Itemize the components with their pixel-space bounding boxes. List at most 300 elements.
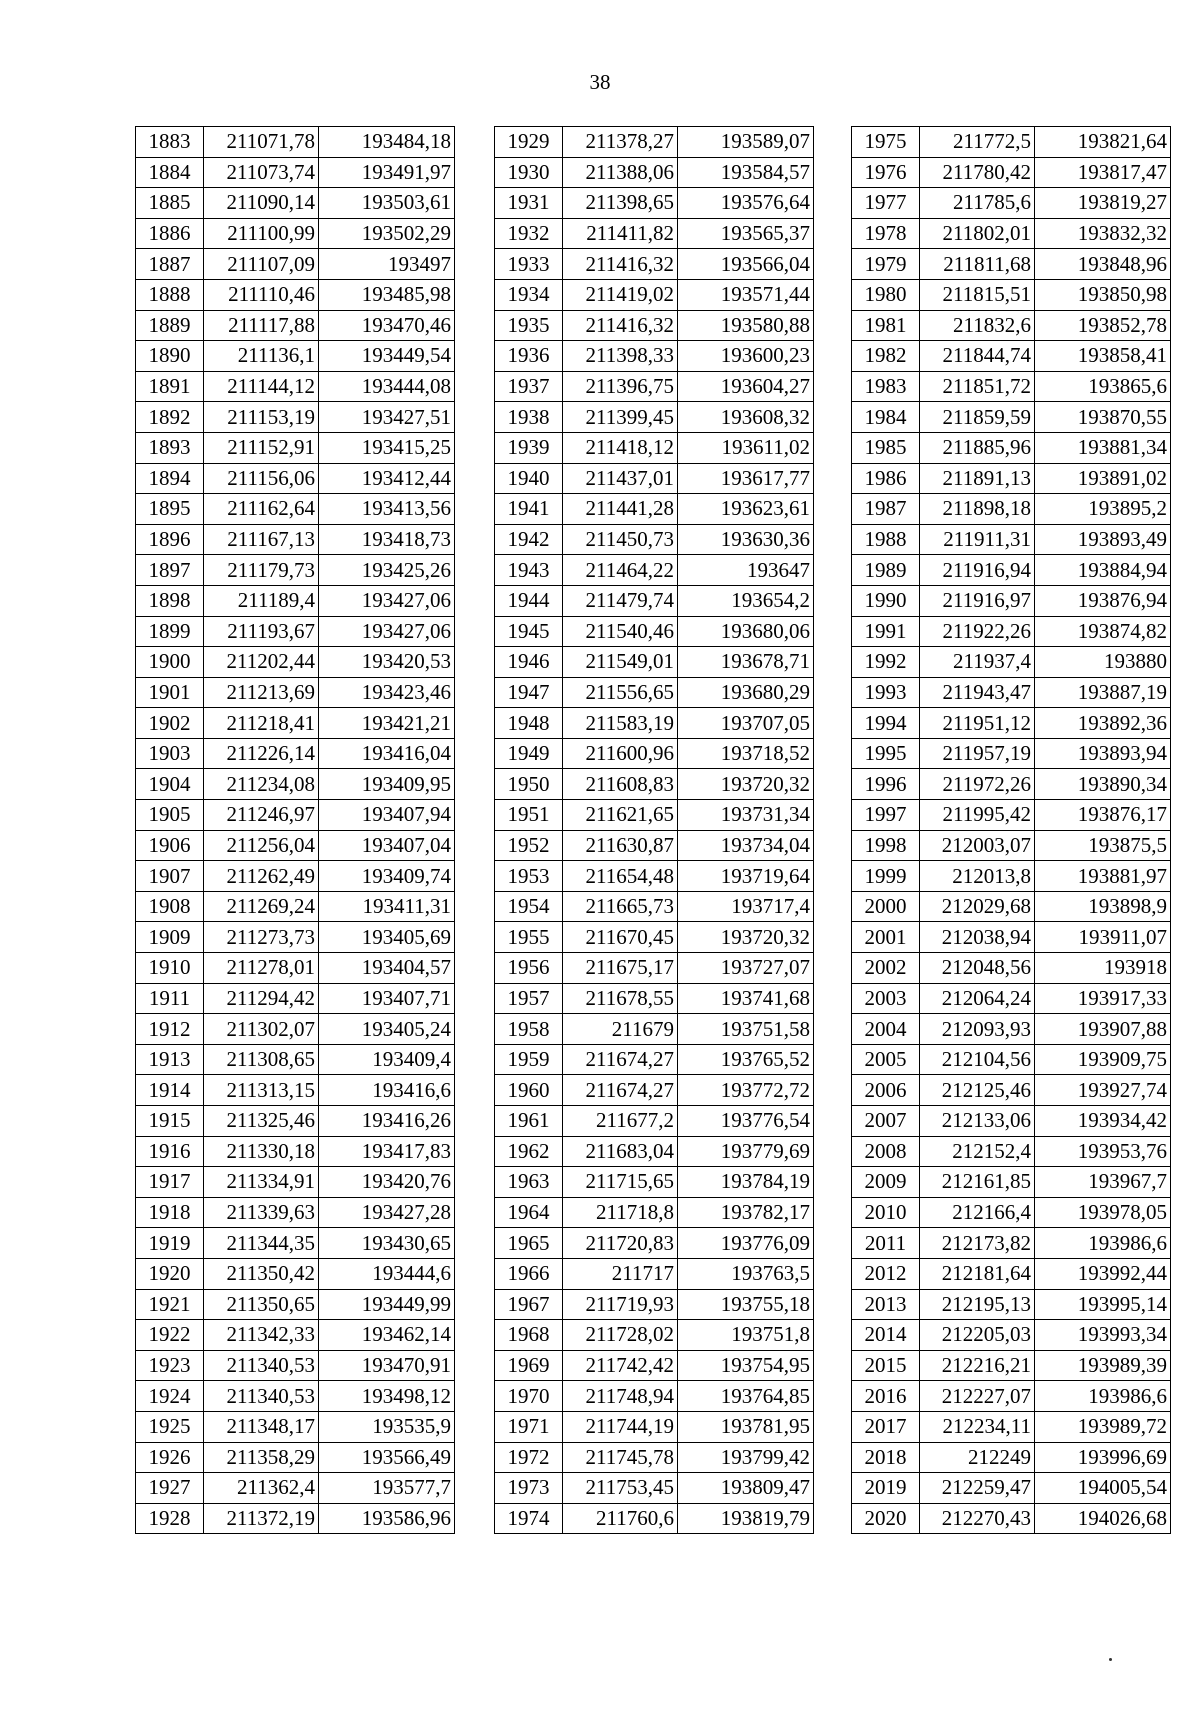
point-number: 1887 [136,249,204,280]
point-number: 1977 [852,188,920,219]
y-coordinate: 193566,04 [678,249,814,280]
table-row [136,524,455,555]
table-row [495,188,814,219]
table-row [136,127,455,158]
x-coordinate: 211678,55 [563,983,678,1014]
table-row [852,1381,1171,1412]
point-number: 1937 [495,371,563,402]
point-number: 1952 [495,830,563,861]
x-coordinate: 211350,65 [204,1289,319,1320]
point-number: 1953 [495,861,563,892]
x-coordinate: 211162,64 [204,494,319,525]
point-number: 2005 [852,1044,920,1075]
table-row [136,1320,455,1351]
y-coordinate: 193423,46 [319,677,455,708]
point-number: 1963 [495,1167,563,1198]
x-coordinate: 211540,46 [563,616,678,647]
x-coordinate: 211213,69 [204,677,319,708]
x-coordinate: 212029,68 [920,891,1035,922]
point-number: 2016 [852,1381,920,1412]
point-number: 1904 [136,769,204,800]
y-coordinate: 193819,79 [678,1503,814,1534]
x-coordinate: 211742,42 [563,1350,678,1381]
x-coordinate: 211583,19 [563,708,678,739]
point-number: 1950 [495,769,563,800]
point-number: 1890 [136,341,204,372]
point-number: 1957 [495,983,563,1014]
point-number: 1936 [495,341,563,372]
x-coordinate: 211416,32 [563,249,678,280]
table-row [852,402,1171,433]
table-row [852,708,1171,739]
x-coordinate: 211246,97 [204,800,319,831]
table-row [852,647,1171,678]
x-coordinate: 211334,91 [204,1167,319,1198]
point-number: 1993 [852,677,920,708]
point-number: 2001 [852,922,920,953]
x-coordinate: 211922,26 [920,616,1035,647]
x-coordinate: 211340,53 [204,1381,319,1412]
y-coordinate: 193407,71 [319,983,455,1014]
y-coordinate: 193630,36 [678,524,814,555]
y-coordinate: 193503,61 [319,188,455,219]
y-coordinate: 193617,77 [678,463,814,494]
x-coordinate: 211815,51 [920,279,1035,310]
y-coordinate: 193420,76 [319,1167,455,1198]
point-number: 1978 [852,218,920,249]
table-row [852,1473,1171,1504]
x-coordinate: 212195,13 [920,1289,1035,1320]
y-coordinate: 193412,44 [319,463,455,494]
x-coordinate: 211780,42 [920,157,1035,188]
x-coordinate: 211256,04 [204,830,319,861]
table-row [852,1167,1171,1198]
x-coordinate: 211744,19 [563,1411,678,1442]
point-number: 1972 [495,1442,563,1473]
table-row [852,1442,1171,1473]
y-coordinate: 194005,54 [1035,1473,1171,1504]
y-coordinate: 193444,6 [319,1258,455,1289]
x-coordinate: 211437,01 [563,463,678,494]
point-number: 1980 [852,279,920,310]
y-coordinate: 193430,65 [319,1228,455,1259]
y-coordinate: 193566,49 [319,1442,455,1473]
y-coordinate: 193586,96 [319,1503,455,1534]
x-coordinate: 211156,06 [204,463,319,494]
point-number: 1888 [136,279,204,310]
y-coordinate: 193772,72 [678,1075,814,1106]
point-number: 2004 [852,1014,920,1045]
y-coordinate: 193751,58 [678,1014,814,1045]
point-number: 1907 [136,861,204,892]
point-number: 1995 [852,738,920,769]
point-number: 1902 [136,708,204,739]
y-coordinate: 193887,19 [1035,677,1171,708]
x-coordinate: 211378,27 [563,127,678,158]
y-coordinate: 193427,06 [319,585,455,616]
y-coordinate: 193418,73 [319,524,455,555]
x-coordinate: 211717 [563,1258,678,1289]
table-row [852,463,1171,494]
table-row [852,983,1171,1014]
x-coordinate: 211621,65 [563,800,678,831]
point-number: 2019 [852,1473,920,1504]
y-coordinate: 193876,94 [1035,585,1171,616]
point-number: 1996 [852,769,920,800]
y-coordinate: 193404,57 [319,953,455,984]
x-coordinate: 212064,24 [920,983,1035,1014]
y-coordinate: 193580,88 [678,310,814,341]
coordinates-table-1 [135,126,455,1534]
y-coordinate: 193484,18 [319,127,455,158]
x-coordinate: 212133,06 [920,1106,1035,1137]
y-coordinate: 193407,04 [319,830,455,861]
table-row [136,157,455,188]
table-row [852,371,1171,402]
x-coordinate: 211278,01 [204,953,319,984]
y-coordinate: 193884,94 [1035,555,1171,586]
table-row [852,341,1171,372]
coordinates-table-3 [851,126,1171,1534]
table-row [495,1167,814,1198]
point-number: 1969 [495,1350,563,1381]
point-number: 1889 [136,310,204,341]
y-coordinate: 193891,02 [1035,463,1171,494]
point-number: 1932 [495,218,563,249]
x-coordinate: 212013,8 [920,861,1035,892]
x-coordinate: 211330,18 [204,1136,319,1167]
y-coordinate: 193809,47 [678,1473,814,1504]
table-row [495,1197,814,1228]
x-coordinate: 211325,46 [204,1106,319,1137]
x-coordinate: 211728,02 [563,1320,678,1351]
table-row [136,1197,455,1228]
table-row [852,555,1171,586]
x-coordinate: 211844,74 [920,341,1035,372]
y-coordinate: 193996,69 [1035,1442,1171,1473]
x-coordinate: 212048,56 [920,953,1035,984]
x-coordinate: 212093,93 [920,1014,1035,1045]
x-coordinate: 211720,83 [563,1228,678,1259]
point-number: 1948 [495,708,563,739]
y-coordinate: 193892,36 [1035,708,1171,739]
x-coordinate: 211340,53 [204,1350,319,1381]
y-coordinate: 193407,94 [319,800,455,831]
point-number: 1989 [852,555,920,586]
table-row [495,371,814,402]
point-number: 1973 [495,1473,563,1504]
x-coordinate: 211144,12 [204,371,319,402]
y-coordinate: 193986,6 [1035,1228,1171,1259]
table-row [136,341,455,372]
point-number: 2000 [852,891,920,922]
y-coordinate: 193719,64 [678,861,814,892]
x-coordinate: 211785,6 [920,188,1035,219]
y-coordinate: 193870,55 [1035,402,1171,433]
table-row [495,677,814,708]
y-coordinate: 193720,32 [678,769,814,800]
point-number: 1935 [495,310,563,341]
point-number: 1916 [136,1136,204,1167]
y-coordinate: 193589,07 [678,127,814,158]
point-number: 2012 [852,1258,920,1289]
x-coordinate: 211193,67 [204,616,319,647]
x-coordinate: 211916,94 [920,555,1035,586]
point-number: 1924 [136,1381,204,1412]
point-number: 1997 [852,800,920,831]
table-row [136,800,455,831]
y-coordinate: 193890,34 [1035,769,1171,800]
point-number: 1983 [852,371,920,402]
table-row [852,677,1171,708]
table-row [852,1289,1171,1320]
x-coordinate: 211957,19 [920,738,1035,769]
table-row [136,738,455,769]
point-number: 1912 [136,1014,204,1045]
y-coordinate: 193865,6 [1035,371,1171,402]
y-coordinate: 193741,68 [678,983,814,1014]
point-number: 1917 [136,1167,204,1198]
y-coordinate: 193425,26 [319,555,455,586]
y-coordinate: 193755,18 [678,1289,814,1320]
x-coordinate: 211418,12 [563,432,678,463]
point-number: 1941 [495,494,563,525]
point-number: 1930 [495,157,563,188]
y-coordinate: 193731,34 [678,800,814,831]
table-row [136,1014,455,1045]
y-coordinate: 193967,7 [1035,1167,1171,1198]
table-row [136,1106,455,1137]
y-coordinate: 194026,68 [1035,1503,1171,1534]
table-row [852,953,1171,984]
point-number: 1940 [495,463,563,494]
x-coordinate: 211670,45 [563,922,678,953]
table-row [136,1442,455,1473]
table-row [136,922,455,953]
point-number: 1965 [495,1228,563,1259]
x-coordinate: 211911,31 [920,524,1035,555]
point-number: 1959 [495,1044,563,1075]
table-row [495,861,814,892]
table-row [495,1411,814,1442]
table-row [136,494,455,525]
y-coordinate: 193727,07 [678,953,814,984]
table-row [136,310,455,341]
y-coordinate: 193470,91 [319,1350,455,1381]
x-coordinate: 211419,02 [563,279,678,310]
x-coordinate: 211811,68 [920,249,1035,280]
point-number: 2002 [852,953,920,984]
y-coordinate: 193498,12 [319,1381,455,1412]
point-number: 1999 [852,861,920,892]
point-number: 1899 [136,616,204,647]
point-number: 1931 [495,188,563,219]
point-number: 1923 [136,1350,204,1381]
point-number: 2018 [852,1442,920,1473]
y-coordinate: 193986,6 [1035,1381,1171,1412]
y-coordinate: 193881,97 [1035,861,1171,892]
y-coordinate: 193992,44 [1035,1258,1171,1289]
x-coordinate: 212125,46 [920,1075,1035,1106]
table-row [136,432,455,463]
y-coordinate: 193934,42 [1035,1106,1171,1137]
x-coordinate: 211772,5 [920,127,1035,158]
point-number: 1913 [136,1044,204,1075]
x-coordinate: 211951,12 [920,708,1035,739]
table-row [495,922,814,953]
y-coordinate: 193819,27 [1035,188,1171,219]
y-coordinate: 193799,42 [678,1442,814,1473]
x-coordinate: 212003,07 [920,830,1035,861]
point-number: 1905 [136,800,204,831]
y-coordinate: 193821,64 [1035,127,1171,158]
y-coordinate: 193411,31 [319,891,455,922]
x-coordinate: 211269,24 [204,891,319,922]
table-row [852,524,1171,555]
x-coordinate: 211943,47 [920,677,1035,708]
point-number: 1926 [136,1442,204,1473]
x-coordinate: 211748,94 [563,1381,678,1412]
point-number: 1968 [495,1320,563,1351]
table-row [852,585,1171,616]
point-number: 2014 [852,1320,920,1351]
point-number: 1967 [495,1289,563,1320]
x-coordinate: 211677,2 [563,1106,678,1137]
point-number: 1962 [495,1136,563,1167]
x-coordinate: 211416,32 [563,310,678,341]
table-row [852,891,1171,922]
point-number: 1897 [136,555,204,586]
x-coordinate: 211234,08 [204,769,319,800]
point-number: 1908 [136,891,204,922]
table-row [852,1197,1171,1228]
point-number: 2008 [852,1136,920,1167]
x-coordinate: 211654,48 [563,861,678,892]
y-coordinate: 193718,52 [678,738,814,769]
table-row [495,1503,814,1534]
y-coordinate: 193917,33 [1035,983,1171,1014]
table-row [495,1228,814,1259]
table-row [852,1014,1171,1045]
table-row [495,1106,814,1137]
x-coordinate: 211753,45 [563,1473,678,1504]
point-number: 1893 [136,432,204,463]
y-coordinate: 193409,95 [319,769,455,800]
y-coordinate: 193881,34 [1035,432,1171,463]
y-coordinate: 193584,57 [678,157,814,188]
x-coordinate: 211802,01 [920,218,1035,249]
point-number: 1922 [136,1320,204,1351]
y-coordinate: 193405,69 [319,922,455,953]
point-number: 1956 [495,953,563,984]
table-row [495,1044,814,1075]
table-row [852,1075,1171,1106]
y-coordinate: 193421,21 [319,708,455,739]
point-number: 1927 [136,1473,204,1504]
y-coordinate: 193784,19 [678,1167,814,1198]
point-number: 1929 [495,127,563,158]
y-coordinate: 193776,09 [678,1228,814,1259]
x-coordinate: 211348,17 [204,1411,319,1442]
point-number: 1976 [852,157,920,188]
point-number: 1914 [136,1075,204,1106]
point-number: 1991 [852,616,920,647]
table-row [495,524,814,555]
y-coordinate: 193850,98 [1035,279,1171,310]
y-coordinate: 193880 [1035,647,1171,678]
x-coordinate: 211350,42 [204,1258,319,1289]
x-coordinate: 211202,44 [204,647,319,678]
y-coordinate: 193409,74 [319,861,455,892]
point-number: 1910 [136,953,204,984]
point-number: 2003 [852,983,920,1014]
y-coordinate: 193895,2 [1035,494,1171,525]
y-coordinate: 193427,51 [319,402,455,433]
x-coordinate: 211916,97 [920,585,1035,616]
x-coordinate: 211308,65 [204,1044,319,1075]
point-number: 1979 [852,249,920,280]
point-number: 1901 [136,677,204,708]
point-number: 1986 [852,463,920,494]
y-coordinate: 193989,72 [1035,1411,1171,1442]
table-row [852,830,1171,861]
table-row [136,983,455,1014]
x-coordinate: 211411,82 [563,218,678,249]
y-coordinate: 193707,05 [678,708,814,739]
x-coordinate: 211398,33 [563,341,678,372]
y-coordinate: 193717,4 [678,891,814,922]
x-coordinate: 211117,88 [204,310,319,341]
x-coordinate: 211675,17 [563,953,678,984]
point-number: 1898 [136,585,204,616]
x-coordinate: 211358,29 [204,1442,319,1473]
y-coordinate: 193832,32 [1035,218,1171,249]
x-coordinate: 211372,19 [204,1503,319,1534]
table-row [136,402,455,433]
x-coordinate: 212104,56 [920,1044,1035,1075]
table-row [495,1320,814,1351]
table-row [495,891,814,922]
x-coordinate: 211399,45 [563,402,678,433]
point-number: 1961 [495,1106,563,1137]
y-coordinate: 193416,04 [319,738,455,769]
y-coordinate: 193907,88 [1035,1014,1171,1045]
table-row [852,1228,1171,1259]
point-number: 1885 [136,188,204,219]
table-row [136,830,455,861]
scan-speck [1109,1658,1112,1661]
y-coordinate: 193918 [1035,953,1171,984]
table-row [852,861,1171,892]
point-number: 1975 [852,127,920,158]
x-coordinate: 211556,65 [563,677,678,708]
point-number: 1971 [495,1411,563,1442]
point-number: 1987 [852,494,920,525]
x-coordinate: 211179,73 [204,555,319,586]
x-coordinate: 211218,41 [204,708,319,739]
table-row [495,953,814,984]
y-coordinate: 193420,53 [319,647,455,678]
x-coordinate: 211313,15 [204,1075,319,1106]
table-row [495,983,814,1014]
table-row [495,494,814,525]
x-coordinate: 211600,96 [563,738,678,769]
table-row [852,1320,1171,1351]
y-coordinate: 193565,37 [678,218,814,249]
y-coordinate: 193623,61 [678,494,814,525]
point-number: 1928 [136,1503,204,1534]
y-coordinate: 193470,46 [319,310,455,341]
